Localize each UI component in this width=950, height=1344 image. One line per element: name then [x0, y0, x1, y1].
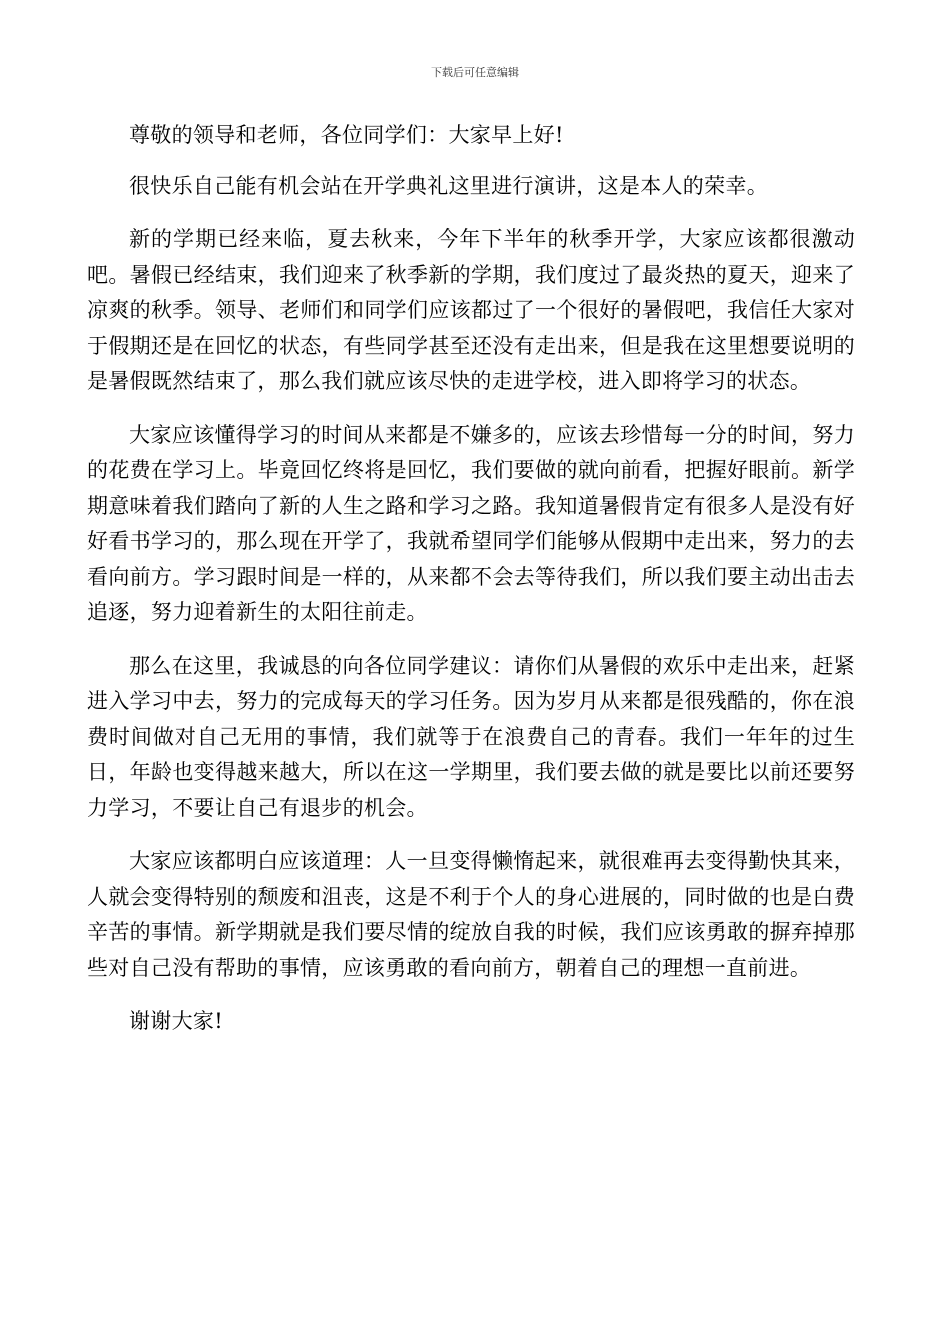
paragraph-diligence: 大家应该都明白应该道理：人一旦变得懒惰起来，就很难再去变得勤快其来，人就会变得特别的颓废和沮丧，这是不利于个人的身心进展的，同时做的也是白费辛苦的事情。新学期就是我们要尽情的绽放自我的时候，我们应该勇敢的摒弃掉那些对自己没有帮助的事情，应该勇敢的看向前方，朝着自己的理想一直前进。	[87, 849, 855, 980]
paragraph-intro: 很快乐自己能有机会站在开学典礼这里进行演讲，这是本人的荣幸。	[129, 173, 768, 198]
header-note: 下载后可任意编辑	[431, 66, 519, 79]
paragraph-new-semester: 新的学期已经来临，夏去秋来，今年下半年的秋季开学，大家应该都很激动吧。暑假已经结束，我们迎来了秋季新的学期，我们度过了最炎热的夏天，迎来了凉爽的秋季。领导、老师们和同学们应该都过了一个很好的暑假吧，我信任大家对于假期还是在回忆的状态，有些同学甚至还没有走出来，但是我在这里想要说明的是暑假既然结束了，那么我们就应该尽快的走进学校，进入即将学习的状态。	[87, 227, 855, 393]
paragraph-suggestion: 那么在这里，我诚恳的向各位同学建议：请你们从暑假的欢乐中走出来，赶紧进入学习中去，努力的完成每天的学习任务。因为岁月从来都是很残酷的，你在浪费时间做对自己无用的事情，我们就等于在浪费自己的青春。我们一年年的过生日，年龄也变得越来越大，所以在这一学期里，我们要去做的就是要比以前还要努力学习，不要让自己有退步的机会。	[87, 653, 855, 820]
paragraph-greeting: 尊敬的领导和老师，各位同学们：大家早上好!	[129, 123, 564, 147]
paragraph-cherish-time: 大家应该懂得学习的时间从来都是不嫌多的，应该去珍惜每一分的时间，努力的花费在学习上。毕竟回忆终将是回忆，我们要做的就向前看，把握好眼前。新学期意味着我们踏向了新的人生之路和学习之路。我知道暑假肯定有很多人是没有好好看书学习的，那么现在开学了，我就希望同学们能够从假期中走出来，努力的去看向前方。学习跟时间是一样的，从来都不会去等待我们，所以我们要主动出击去追逐，努力迎着新生的太阳往前走。	[87, 422, 855, 624]
paragraph-thanks: 谢谢大家!	[129, 1009, 223, 1033]
document-body	[87, 118, 855, 1058]
